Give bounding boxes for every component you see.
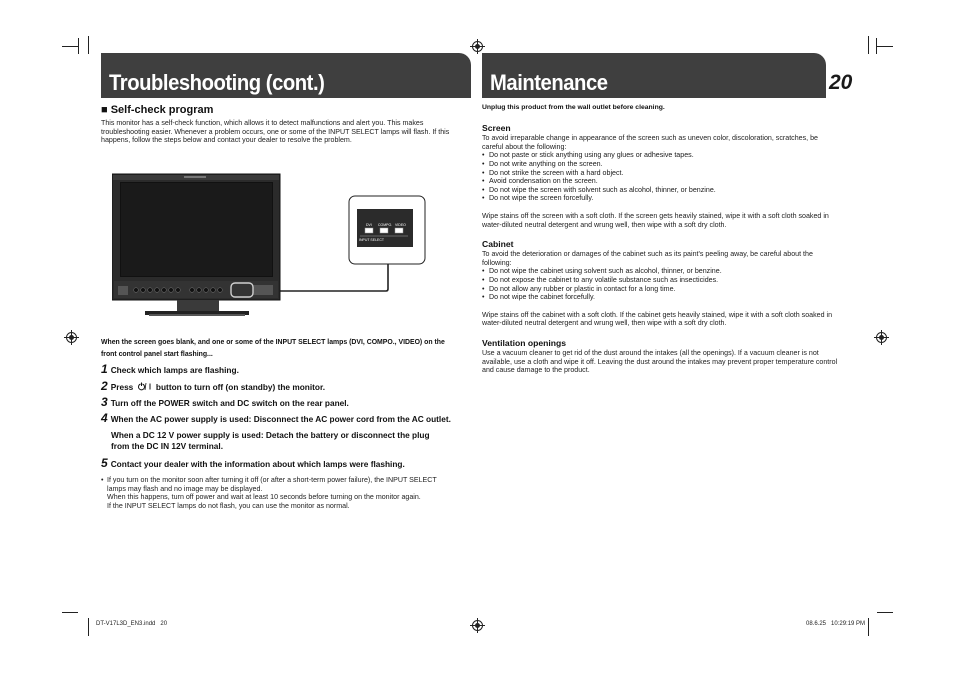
step-5: 5 Contact your dealer with the information about which lamps were flashing. <box>101 456 405 470</box>
step-1: 1 Check which lamps are flashing. <box>101 362 239 376</box>
maintenance-header-bar <box>482 53 826 98</box>
registration-mark-top <box>472 41 483 52</box>
power-standby-icon <box>136 382 154 391</box>
footer-timestamp: 08.6.25 10:29:19 PM <box>806 621 866 627</box>
ventilation-title: Ventilation openings <box>482 338 567 348</box>
section-title-text: Self-check program <box>110 104 214 116</box>
when-blank-note: When the screen goes blank, and one or some of the INPUT SELECT lamps (DVI, COMPO., VIDEO) on the front control panel start flashing... <box>101 339 445 358</box>
page-title-maintenance: Maintenance <box>490 70 608 95</box>
screen-title: Screen <box>482 123 511 133</box>
list-item: • Do not wipe the cabinet forcefully. <box>482 293 854 302</box>
section-title <box>101 104 213 116</box>
step-2: 2 Press button to turn off (on standby) the monitor. <box>101 379 326 393</box>
troubleshooting-header-bar <box>101 53 471 98</box>
self-check-intro: This monitor has a self-check function, which allows it to detect malfunctions and alert you. This makes troubleshooting easier. Whenever a problem occurs, one or some of the INPUT SELECT lamps will flash. If this happens, follow the steps below and contact your dealer to resolve the problem. <box>101 119 450 145</box>
step-4-dc: When a DC 12 V power supply is used: Detach the battery or disconnect the plug from the DC IN 12V terminal. <box>111 430 430 451</box>
list-item: • Do not strike the screen with a hard object. <box>482 169 854 178</box>
list-item: • Do not wipe the screen forcefully. <box>482 194 854 203</box>
callout-group-label: INPUT SELECT <box>359 238 385 242</box>
callout-label-video: VIDEO <box>395 223 406 227</box>
list-item: • Do not paste or stick anything using any glues or adhesive tapes. <box>482 151 854 160</box>
registration-mark-right <box>876 332 887 343</box>
cabinet-list <box>482 267 854 301</box>
screen-section: Screen To avoid irreparable change in appearance of the screen such as uneven color, discoloration, scratches, be careful about the following: • Do not paste or stick anything using any glues or adhesive tapes. • Do not write anything on the screen. • Do not strike the screen with a hard object. • Avoid condensation on the screen. • Do not wipe the screen with solvent such as alcohol, thinner, or benzine. • Do not wipe the screen forcefully. Wipe stains off the screen with a soft cloth. If the screen gets heavily stained, wipe it with a soft cloth soaked in water-diluted neutral detergent and wrung well, then wipe with a soft dry cloth. <box>482 123 854 229</box>
unplug-warning: Unplug this product from the wall outlet before cleaning. <box>482 104 665 111</box>
step-3: 3 Turn off the POWER switch and DC switch on the rear panel. <box>101 395 349 409</box>
lamp-note: • If you turn on the monitor soon after turning it off (or after a short-term power failure), the INPUT SELECT lamps may flash and no image may be displayed. When this happens, turn off power and wait at least 10 seconds before turning on the monitor again. If the INPUT SELECT lamps do not flash, you can use the monitor as normal. <box>101 476 437 511</box>
page-title: Troubleshooting (cont.) <box>109 70 325 95</box>
callout-label-compo: COMPO. <box>378 223 393 227</box>
page-number: 20 <box>829 71 853 94</box>
callout-label-dvi: DVI <box>366 223 372 227</box>
step-4: 4 When the AC power supply is used: Disconnect the AC power cord from the AC outlet. <box>101 411 451 425</box>
cabinet-section: Cabinet To avoid the deterioration or damages of the cabinet such as its paint's peeling away, be careful about the following: • Do not wipe the cabinet using solvent such as alcohol, thinner, or benzine. • Do not expose the cabinet to any volatile substance such as insecticides. • Do not allow any rubber or plastic in contact for a long time. • Do not wipe the cabinet forcefully. Wipe stains off the cabinet with a soft cloth. If the cabinet gets heavily stained, wipe it with a soft cloth soaked in water-diluted neutral detergent and wrung well, then wipe with a soft dry cloth. <box>482 239 854 328</box>
list-item: • Do not write anything on the screen. <box>482 160 854 169</box>
footer-filename: DT-V17L3D_EN3.indd 20 <box>96 621 168 627</box>
list-item: • Do not wipe the screen with solvent such as alcohol, thinner, or benzine. <box>482 186 854 195</box>
registration-mark-bottom <box>472 620 483 631</box>
list-item: • Do not allow any rubber or plastic in contact for a long time. <box>482 285 854 294</box>
list-item: • Avoid condensation on the screen. <box>482 177 854 186</box>
registration-mark-left <box>66 332 77 343</box>
monitor-illustration <box>112 172 432 320</box>
section-marker: ■ <box>101 104 108 116</box>
cabinet-title: Cabinet <box>482 239 514 249</box>
list-item: • Do not expose the cabinet to any volatile substance such as insecticides. <box>482 276 854 285</box>
screen-list <box>482 151 854 203</box>
ventilation-section: Ventilation openings Use a vacuum cleaner to get rid of the dust around the intakes (all the openings). If a vacuum cleaner is not available, use a cloth and wipe it off. Leaving the dust around the intakes may prevent proper temperature control and cause damage to the product. <box>482 338 854 375</box>
list-item: • Do not wipe the cabinet using solvent such as alcohol, thinner, or benzine. <box>482 267 854 276</box>
